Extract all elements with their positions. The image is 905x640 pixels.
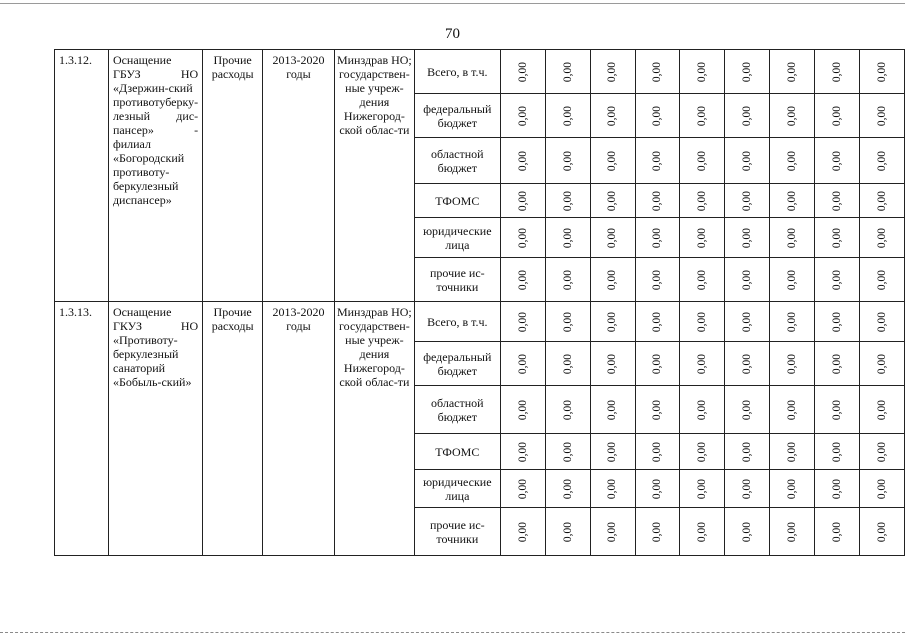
amount-cell xyxy=(770,342,815,386)
funding-source-label xyxy=(414,184,500,218)
amount-cell xyxy=(545,508,590,556)
amount-value: 0,00 xyxy=(876,190,889,212)
amount-value: 0,00 xyxy=(606,521,619,543)
amount-value: 0,00 xyxy=(651,150,664,172)
funding-source-text: ТФОМС xyxy=(435,193,480,208)
amount-cell xyxy=(500,386,545,434)
amount-value: 0,00 xyxy=(696,478,709,500)
funding-source-label xyxy=(414,138,500,184)
amount-cell xyxy=(725,342,770,386)
amount-value: 0,00 xyxy=(651,521,664,543)
expense-type: Прочие расходы xyxy=(203,50,263,302)
amount-cell xyxy=(770,434,815,470)
amount-cell xyxy=(500,302,545,342)
amount-value: 0,00 xyxy=(786,150,799,172)
amount-value: 0,00 xyxy=(696,227,709,249)
amount-cell xyxy=(770,386,815,434)
scan-edge-top xyxy=(0,3,905,4)
amount-cell xyxy=(860,386,905,434)
amount-cell xyxy=(635,470,680,508)
amount-value: 0,00 xyxy=(561,105,574,127)
amount-value: 0,00 xyxy=(696,61,709,83)
amount-value: 0,00 xyxy=(696,105,709,127)
funding-source-text: Всего, в т.ч. xyxy=(427,64,488,79)
amount-cell xyxy=(815,184,860,218)
amount-value: 0,00 xyxy=(561,478,574,500)
item-number: 1.3.12. xyxy=(55,50,109,302)
amount-value: 0,00 xyxy=(831,227,844,249)
amount-value: 0,00 xyxy=(696,399,709,421)
amount-value: 0,00 xyxy=(786,190,799,212)
amount-value: 0,00 xyxy=(606,105,619,127)
amount-cell xyxy=(590,386,635,434)
amount-cell xyxy=(590,94,635,138)
amount-value: 0,00 xyxy=(561,353,574,375)
amount-value: 0,00 xyxy=(561,227,574,249)
amount-cell xyxy=(545,218,590,258)
amount-cell xyxy=(680,508,725,556)
amount-value: 0,00 xyxy=(516,441,529,463)
amount-cell xyxy=(680,50,725,94)
item-executor: Минздрав НО; государствен-ные учреж-дения Нижегород-ской облас-ти xyxy=(334,302,414,556)
amount-value: 0,00 xyxy=(561,521,574,543)
amount-cell xyxy=(635,386,680,434)
amount-value: 0,00 xyxy=(741,353,754,375)
funding-source-text: федеральный бюджет xyxy=(423,101,492,130)
amount-value: 0,00 xyxy=(651,311,664,333)
amount-cell xyxy=(770,470,815,508)
funding-source-text: прочие ис- точники xyxy=(430,517,485,546)
amount-value: 0,00 xyxy=(516,105,529,127)
amount-value: 0,00 xyxy=(876,521,889,543)
amount-cell xyxy=(680,302,725,342)
amount-value: 0,00 xyxy=(876,441,889,463)
funding-source-text: юридические лица xyxy=(423,223,492,252)
amount-value: 0,00 xyxy=(651,478,664,500)
amount-value: 0,00 xyxy=(516,190,529,212)
amount-cell xyxy=(725,218,770,258)
funding-source-label xyxy=(414,258,500,302)
amount-value: 0,00 xyxy=(876,399,889,421)
amount-value: 0,00 xyxy=(651,105,664,127)
amount-cell xyxy=(635,434,680,470)
amount-value: 0,00 xyxy=(741,399,754,421)
amount-cell xyxy=(500,94,545,138)
amount-value: 0,00 xyxy=(606,353,619,375)
amount-cell xyxy=(590,50,635,94)
amount-cell xyxy=(725,94,770,138)
amount-cell xyxy=(500,218,545,258)
amount-value: 0,00 xyxy=(876,353,889,375)
funding-source-text: областной бюджет xyxy=(431,395,484,424)
amount-value: 0,00 xyxy=(876,269,889,291)
amount-cell xyxy=(770,258,815,302)
amount-cell xyxy=(545,434,590,470)
amount-cell xyxy=(770,138,815,184)
amount-value: 0,00 xyxy=(516,227,529,249)
scan-edge-bottom xyxy=(0,632,905,633)
amount-value: 0,00 xyxy=(651,61,664,83)
amount-value: 0,00 xyxy=(516,150,529,172)
funding-source-label xyxy=(414,302,500,342)
amount-value: 0,00 xyxy=(831,441,844,463)
amount-cell xyxy=(635,342,680,386)
amount-cell xyxy=(590,258,635,302)
amount-cell xyxy=(680,218,725,258)
amount-value: 0,00 xyxy=(651,399,664,421)
amount-cell xyxy=(815,386,860,434)
amount-cell xyxy=(635,138,680,184)
amount-value: 0,00 xyxy=(786,399,799,421)
amount-value: 0,00 xyxy=(696,441,709,463)
amount-value: 0,00 xyxy=(741,190,754,212)
amount-cell xyxy=(590,218,635,258)
amount-value: 0,00 xyxy=(831,190,844,212)
amount-value: 0,00 xyxy=(606,311,619,333)
amount-cell xyxy=(725,470,770,508)
amount-value: 0,00 xyxy=(786,441,799,463)
amount-value: 0,00 xyxy=(876,227,889,249)
amount-cell xyxy=(545,138,590,184)
amount-cell xyxy=(725,508,770,556)
amount-cell xyxy=(635,508,680,556)
amount-value: 0,00 xyxy=(606,61,619,83)
amount-value: 0,00 xyxy=(651,269,664,291)
amount-cell xyxy=(500,508,545,556)
amount-cell xyxy=(680,386,725,434)
funding-source-text: юридические лица xyxy=(423,474,492,503)
amount-value: 0,00 xyxy=(741,61,754,83)
amount-value: 0,00 xyxy=(741,105,754,127)
amount-cell xyxy=(725,184,770,218)
amount-value: 0,00 xyxy=(516,311,529,333)
amount-cell xyxy=(590,302,635,342)
amount-value: 0,00 xyxy=(831,269,844,291)
amount-cell xyxy=(635,218,680,258)
amount-value: 0,00 xyxy=(876,61,889,83)
amount-value: 0,00 xyxy=(831,399,844,421)
item-name: Оснащение ГКУЗ НО «Противоту-беркулезный санаторий «Бобыль-ский» xyxy=(108,302,202,556)
funding-source-label xyxy=(414,386,500,434)
amount-value: 0,00 xyxy=(696,269,709,291)
item-period: 2013-2020 годы xyxy=(263,302,335,556)
amount-cell xyxy=(860,342,905,386)
amount-cell xyxy=(545,386,590,434)
amount-value: 0,00 xyxy=(786,478,799,500)
amount-cell xyxy=(815,302,860,342)
amount-cell xyxy=(545,302,590,342)
amount-cell xyxy=(815,342,860,386)
amount-value: 0,00 xyxy=(606,269,619,291)
item-period: 2013-2020 годы xyxy=(263,50,335,302)
amount-cell xyxy=(500,434,545,470)
amount-cell xyxy=(860,50,905,94)
amount-cell xyxy=(860,258,905,302)
amount-cell xyxy=(635,258,680,302)
amount-value: 0,00 xyxy=(516,521,529,543)
amount-cell xyxy=(590,434,635,470)
funding-source-label xyxy=(414,50,500,94)
budget-table xyxy=(54,49,905,556)
amount-value: 0,00 xyxy=(606,478,619,500)
amount-cell xyxy=(500,342,545,386)
amount-value: 0,00 xyxy=(876,150,889,172)
amount-value: 0,00 xyxy=(651,441,664,463)
amount-cell xyxy=(545,342,590,386)
amount-value: 0,00 xyxy=(741,521,754,543)
amount-cell xyxy=(725,50,770,94)
amount-value: 0,00 xyxy=(741,311,754,333)
amount-value: 0,00 xyxy=(561,190,574,212)
amount-cell xyxy=(770,508,815,556)
amount-cell xyxy=(725,138,770,184)
amount-cell xyxy=(770,94,815,138)
amount-value: 0,00 xyxy=(741,227,754,249)
amount-cell xyxy=(860,94,905,138)
amount-cell xyxy=(860,218,905,258)
amount-cell xyxy=(590,138,635,184)
amount-cell xyxy=(590,184,635,218)
amount-value: 0,00 xyxy=(696,311,709,333)
amount-cell xyxy=(860,470,905,508)
amount-value: 0,00 xyxy=(516,269,529,291)
amount-value: 0,00 xyxy=(741,269,754,291)
amount-value: 0,00 xyxy=(561,269,574,291)
amount-value: 0,00 xyxy=(516,353,529,375)
amount-cell xyxy=(635,302,680,342)
amount-cell xyxy=(680,94,725,138)
funding-source-label xyxy=(414,342,500,386)
amount-value: 0,00 xyxy=(561,61,574,83)
table-row xyxy=(55,50,905,94)
amount-cell xyxy=(680,138,725,184)
funding-source-label xyxy=(414,470,500,508)
amount-value: 0,00 xyxy=(651,190,664,212)
amount-cell xyxy=(860,138,905,184)
page-number: 70 xyxy=(445,26,460,42)
amount-value: 0,00 xyxy=(786,269,799,291)
amount-value: 0,00 xyxy=(606,227,619,249)
funding-source-label xyxy=(414,508,500,556)
amount-cell xyxy=(680,342,725,386)
amount-value: 0,00 xyxy=(741,441,754,463)
amount-cell xyxy=(500,138,545,184)
amount-cell xyxy=(815,94,860,138)
amount-cell xyxy=(500,258,545,302)
amount-cell xyxy=(545,50,590,94)
amount-cell xyxy=(725,302,770,342)
amount-value: 0,00 xyxy=(516,399,529,421)
amount-value: 0,00 xyxy=(786,521,799,543)
amount-cell xyxy=(770,302,815,342)
amount-value: 0,00 xyxy=(831,311,844,333)
amount-cell xyxy=(815,508,860,556)
amount-cell xyxy=(680,258,725,302)
amount-value: 0,00 xyxy=(786,311,799,333)
amount-value: 0,00 xyxy=(606,150,619,172)
amount-cell xyxy=(545,258,590,302)
amount-cell xyxy=(815,218,860,258)
amount-value: 0,00 xyxy=(831,478,844,500)
amount-cell xyxy=(500,470,545,508)
amount-cell xyxy=(680,434,725,470)
amount-value: 0,00 xyxy=(786,61,799,83)
amount-value: 0,00 xyxy=(516,478,529,500)
amount-value: 0,00 xyxy=(876,311,889,333)
amount-cell xyxy=(635,50,680,94)
amount-cell xyxy=(725,386,770,434)
amount-value: 0,00 xyxy=(786,105,799,127)
amount-value: 0,00 xyxy=(831,353,844,375)
amount-value: 0,00 xyxy=(651,227,664,249)
amount-value: 0,00 xyxy=(696,353,709,375)
funding-source-text: областной бюджет xyxy=(431,146,484,175)
amount-cell xyxy=(680,184,725,218)
funding-source-label xyxy=(414,434,500,470)
amount-cell xyxy=(500,50,545,94)
amount-cell xyxy=(635,94,680,138)
amount-cell xyxy=(860,184,905,218)
funding-source-text: прочие ис- точники xyxy=(430,265,485,294)
amount-value: 0,00 xyxy=(876,478,889,500)
amount-cell xyxy=(860,508,905,556)
amount-cell xyxy=(815,258,860,302)
amount-value: 0,00 xyxy=(651,353,664,375)
amount-value: 0,00 xyxy=(831,105,844,127)
expense-type: Прочие расходы xyxy=(203,302,263,556)
funding-source-label xyxy=(414,94,500,138)
amount-value: 0,00 xyxy=(606,190,619,212)
amount-cell xyxy=(545,94,590,138)
amount-value: 0,00 xyxy=(561,399,574,421)
amount-cell xyxy=(770,184,815,218)
funding-source-text: федеральный бюджет xyxy=(423,349,492,378)
funding-source-text: ТФОМС xyxy=(435,444,480,459)
amount-value: 0,00 xyxy=(831,521,844,543)
amount-value: 0,00 xyxy=(696,190,709,212)
table-row xyxy=(55,302,905,342)
amount-value: 0,00 xyxy=(561,150,574,172)
amount-cell xyxy=(545,470,590,508)
amount-cell xyxy=(815,434,860,470)
item-number: 1.3.13. xyxy=(55,302,109,556)
amount-cell xyxy=(725,434,770,470)
funding-source-label xyxy=(414,218,500,258)
amount-cell xyxy=(590,470,635,508)
amount-value: 0,00 xyxy=(741,478,754,500)
amount-cell xyxy=(725,258,770,302)
amount-cell xyxy=(860,302,905,342)
amount-value: 0,00 xyxy=(876,105,889,127)
amount-value: 0,00 xyxy=(831,150,844,172)
amount-cell xyxy=(590,342,635,386)
amount-value: 0,00 xyxy=(561,311,574,333)
amount-cell xyxy=(815,50,860,94)
amount-value: 0,00 xyxy=(516,61,529,83)
amount-cell xyxy=(815,138,860,184)
item-executor: Минздрав НО; государствен-ные учреж-дения Нижегород-ской облас-ти xyxy=(334,50,414,302)
amount-value: 0,00 xyxy=(696,150,709,172)
amount-value: 0,00 xyxy=(786,353,799,375)
amount-cell xyxy=(500,184,545,218)
amount-cell xyxy=(545,184,590,218)
amount-value: 0,00 xyxy=(696,521,709,543)
amount-cell xyxy=(860,434,905,470)
amount-value: 0,00 xyxy=(606,399,619,421)
amount-cell xyxy=(770,50,815,94)
funding-source-text: Всего, в т.ч. xyxy=(427,314,488,329)
amount-cell xyxy=(770,218,815,258)
amount-value: 0,00 xyxy=(741,150,754,172)
amount-cell xyxy=(680,470,725,508)
amount-value: 0,00 xyxy=(606,441,619,463)
amount-value: 0,00 xyxy=(786,227,799,249)
amount-cell xyxy=(590,508,635,556)
amount-cell xyxy=(815,470,860,508)
amount-value: 0,00 xyxy=(831,61,844,83)
item-name: Оснащение ГБУЗ НО «Дзержин-ский противотуберку-лезный дис-пансер» - филиал «Богородский противоту-беркулезный диспансер» xyxy=(108,50,202,302)
amount-value: 0,00 xyxy=(561,441,574,463)
amount-cell xyxy=(635,184,680,218)
